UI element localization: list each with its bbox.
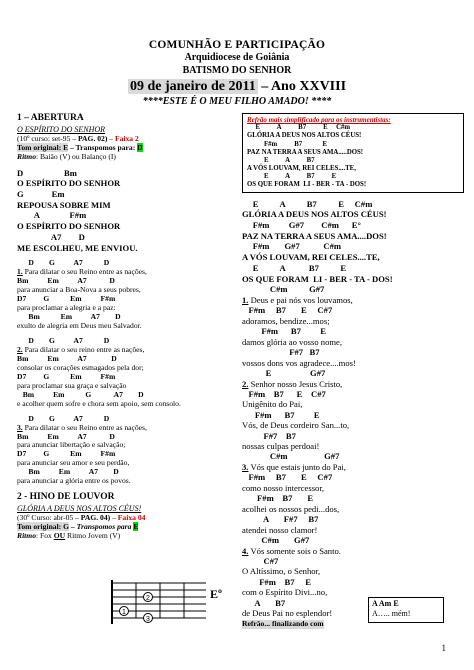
lyric-line: O Altíssimo, o Senhor,	[242, 566, 321, 577]
lyric-line: damos glória ao vosso nome,	[242, 336, 343, 347]
chord-line: D7 G Em F#m	[17, 449, 116, 459]
chord-line: D G A7 D	[17, 258, 110, 268]
chord-line: F#m B7 E	[242, 409, 320, 420]
chord-line: E G#7	[242, 367, 326, 378]
right-column	[242, 113, 464, 629]
finger-number: 3	[146, 616, 150, 623]
box-lyric-line: GLÓRIA A DEUS NOS ALTOS CÉUS!	[247, 132, 362, 140]
chord-line: A B7	[242, 597, 286, 608]
ritmo-alt: Ritmo Jovem (V)	[65, 530, 121, 540]
chord-line: C#7	[242, 555, 279, 566]
lyric-line: adoramos, bendize...mos;	[242, 315, 330, 326]
lyric-line: para proclamar a alegria e a paz:	[17, 303, 116, 313]
header-motto: ****ESTE É O MEU FILHO AMADO! ****	[142, 95, 332, 107]
header-year: – Ano XXVIII	[257, 79, 347, 95]
song-title-espirito: O ESPÍRITO DO SENHOR	[17, 125, 106, 135]
course-page: PAG. 04)	[80, 512, 111, 522]
finger-number: 1	[122, 609, 126, 616]
lyric-line: para proclamar sua graça e salvação	[17, 380, 127, 390]
chord-line: D G A7 D	[17, 336, 110, 345]
chord-diagram-svg	[104, 580, 234, 624]
amen-chords: A Am E	[372, 599, 399, 608]
box-title: Refrão mais simplificado para os instrumentistas:	[247, 116, 391, 124]
box-chord-line: E A B7 E	[247, 173, 337, 181]
chord-line: F#m B7 E C#7	[242, 388, 326, 399]
chord-line: Bm Em A7 D	[17, 467, 119, 477]
refrain-espirito: D Bm O ESPÍRITO DO SENHOR G Em REPOUSA SOBRE MIM A F#m O ESPÍRITO DO SENHOR A7 D ME ESCOLHEU, ME ENVIOU.	[17, 167, 138, 253]
section-hino-title: 2 - HINO DE LOUVOR	[17, 492, 115, 503]
lyric-line: Unigênito do Pai,	[242, 399, 303, 410]
header-date-line	[0, 78, 474, 96]
chord-line: Bm Em A7 D	[17, 431, 115, 441]
ritmo-info-2	[17, 532, 229, 541]
box-chord-line: E A B7	[247, 156, 315, 164]
course-track: Faixa 2	[114, 133, 139, 143]
section-abertura-title: 1 – ABERTURA	[17, 113, 84, 123]
lyric-line: Vós, de Deus cordeiro San...to,	[242, 420, 350, 431]
verse-number: 3.	[17, 422, 23, 432]
header-date: 09 de janeiro de 2011	[129, 79, 256, 95]
header-title: COMUNHÃO E PARTICIPAÇÃO	[148, 39, 326, 51]
verse-number: 1.	[17, 267, 23, 277]
course-page: PAG. 02)	[77, 133, 108, 143]
lyric-line: vossos dons vos agradece....mos!	[242, 357, 356, 368]
ritmo-info-1	[17, 153, 229, 162]
box-chord-line: E A B7 E C#m	[247, 124, 351, 132]
refrain-gloria: E A B7 E C#m GLÓRIA A DEUS NOS ALTOS CÉUS! F#m G#7 C#m E° PAZ NA TERRA A SEUS AMA....DOS! F#m G#7 C#m A VÓS LOUVAM, REI CELES....TE, E A B7 E OS QUE FORAM LI - BER - TA - DOS!	[242, 198, 393, 284]
verse-number: 2.	[17, 344, 23, 354]
chord-line: F#m B7 E C#7	[242, 305, 333, 316]
tom-transpose: – Transpomos para	[69, 521, 134, 531]
lyric-line: exulto de alegria em Deus meu Salvador.	[17, 321, 142, 331]
lyric-line: para anunciar libertação e salvação;	[17, 440, 126, 450]
song-title-gloria: GLÓRIA A DEUS NOS ALTOS CÉUS!	[17, 504, 142, 514]
verse-number: 3.	[242, 462, 249, 473]
lyric-line: e acolher quem sofre e chora sem apoio, sem consolo.	[17, 398, 181, 408]
verse-number: 1.	[242, 295, 249, 306]
tom-transpose: – Transpomos para:	[68, 142, 138, 152]
header-celebration: BATISMO DO SENHOR	[182, 64, 292, 76]
ritmo-label: Ritmo	[17, 151, 36, 161]
tom-target: E	[133, 521, 139, 531]
lyric-line: para anunciar a Boa-Nova a seus pobres,	[17, 285, 141, 295]
chord-line: Bm Em A7 D	[17, 353, 117, 363]
tom-target: D	[137, 142, 143, 152]
lyric-line: para anunciar seu amor e seu perdão,	[17, 458, 130, 468]
page-header	[0, 38, 474, 108]
box-chord-line: F#m B7 E	[247, 140, 328, 148]
lyric-text: Vós que estais junto do Pai,	[248, 462, 346, 473]
ritmo-value: : Baião (V) ou Balanço (I)	[36, 151, 116, 161]
chord-line: D7 G Em F#m	[17, 371, 116, 381]
chord-line: F#7 B7	[242, 430, 296, 441]
chord-line: Bm Em A7 D	[17, 276, 115, 286]
chord-line: F#m B7 E	[242, 576, 311, 587]
amen-text: A….. mém!	[372, 609, 411, 619]
lyric-text: Para dilatar o seu Reino entre as nações,	[22, 422, 147, 432]
chord-line: A F#7 B7	[242, 514, 319, 524]
chord-line: C#m G#7	[242, 451, 340, 462]
lyric-text: Para dilatar o seu reino entre as nações,	[22, 344, 145, 354]
ritmo-value: : Fox	[36, 530, 54, 540]
amen-box	[368, 597, 444, 623]
simplified-refrain-box	[242, 113, 464, 193]
lyric-line	[242, 546, 464, 556]
chord-diagram	[104, 580, 234, 624]
left-column	[17, 113, 229, 541]
chord-line: F#m B7 E C#7	[242, 472, 333, 483]
refrain-final-note: Refrão... finalizando com	[242, 619, 324, 629]
box-lyric-line: PAZ NA TERRA A SEUS AMA.....DOS!	[247, 148, 364, 156]
course-text: (30º Curso: abr-05 –	[17, 512, 81, 522]
lyric-line	[242, 462, 464, 472]
lyric-text: Deus e pai nós vos louvamos,	[248, 295, 353, 306]
lyric-line: consolar os corações esmagados pela dor;	[17, 362, 144, 372]
chord-line: D7 G Em F#m	[17, 294, 116, 304]
chord-line: C#m G#7	[242, 534, 310, 545]
course-dash: –	[110, 512, 118, 522]
tom-original: Tom original: G	[17, 521, 70, 531]
chord-name: Eº	[210, 587, 222, 601]
chord-line: F#7 B7	[242, 347, 320, 357]
lyric-line	[242, 295, 464, 305]
chord-line: D G A7 D	[17, 413, 110, 423]
ritmo-label: Ritmo	[17, 530, 36, 540]
lyric-text: Senhor nosso Jesus Cristo,	[248, 378, 343, 389]
ritmo-or: OU	[53, 530, 66, 540]
verse-number: 4.	[242, 545, 249, 556]
box-lyric-line: A VÓS LOUVAM, REI CELES....TE,	[247, 165, 356, 173]
chord-line: C#m G#7	[242, 284, 325, 295]
tom-original: Tom original: E	[17, 142, 69, 152]
chord-line: Bm Em G A7 D	[17, 389, 144, 399]
page-number: 1	[441, 643, 446, 653]
chord-line: F#m B7 E	[242, 493, 314, 504]
course-dash: –	[107, 133, 115, 143]
finger-number: 2	[146, 595, 150, 602]
lyric-line	[242, 379, 464, 389]
lyric-line: nossas culpas perdoai!	[242, 441, 320, 452]
chord-line: Bm Em A7 D	[17, 312, 121, 322]
lyric-text: Para dilatar o seu Reino entre as nações,	[22, 267, 147, 277]
verse-number: 2.	[242, 378, 249, 389]
lyric-line: atendei nosso clamor!	[242, 524, 318, 535]
header-archdiocese: Arquidiocese de Goiânia	[184, 52, 290, 64]
lyric-line: acolhei os nossos pedi...dos,	[242, 503, 340, 514]
lyric-line: de Deus Pai no esplendor!	[242, 608, 333, 619]
box-lyric-line: OS QUE FORAM LI - BER - TA - DOS!	[247, 181, 367, 189]
course-text: (10º curso: set-95 –	[17, 133, 78, 143]
lyric-line: como nosso intercessor,	[242, 482, 324, 493]
lyric-line: com o Espírito Divi...no,	[242, 587, 328, 598]
chord-line: F#m B7 E	[242, 326, 327, 337]
lyric-text: Vós somente sois o Santo.	[248, 545, 341, 556]
course-track: Faixa 04	[117, 512, 146, 522]
lyric-line: para anunciar a glória entre os povos.	[17, 476, 131, 486]
